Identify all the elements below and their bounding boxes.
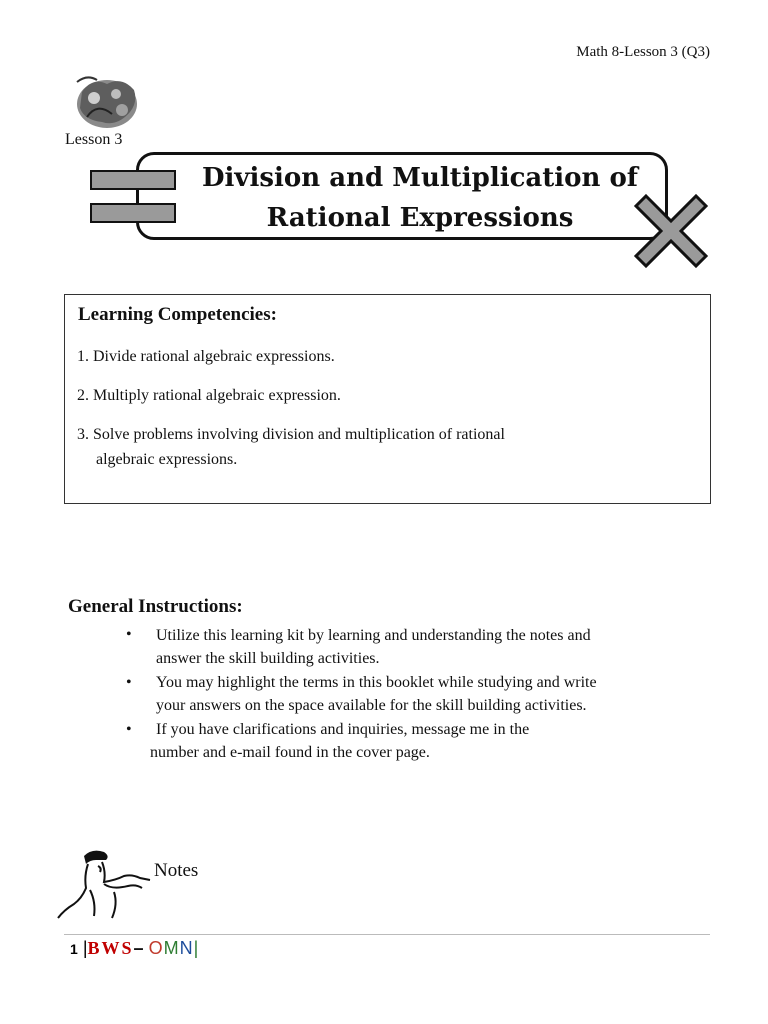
header-label: Math 8-Lesson 3 (Q3) xyxy=(576,44,710,60)
bullet-icon: • xyxy=(126,626,132,643)
competency-item-continued: algebraic expressions. xyxy=(96,451,238,468)
competency-item: 2. Multiply rational algebraic expression. xyxy=(77,387,341,404)
instruction-item: Utilize this learning kit by learning and understanding the notes and answer the skill building activities. xyxy=(156,627,591,667)
instruction-item: If you have clarifications and inquiries, message me in the number and e-mail found in the cover page. xyxy=(150,721,530,761)
pointing-figure-icon xyxy=(54,846,158,920)
instructions-title: General Instructions: xyxy=(68,596,243,617)
footer-brand: BWS xyxy=(87,938,134,958)
bullet-icon: • xyxy=(126,674,132,691)
instruction-item: You may highlight the terms in this booklet while studying and write your answers on the space available for the skill building activities. xyxy=(156,674,597,714)
lesson-title-line1: Division and Multiplication of xyxy=(202,163,638,193)
competency-item: 3. Solve problems involving division and multiplication of rational xyxy=(77,426,505,443)
equals-icon-top-bar xyxy=(90,170,176,190)
decorative-clipart xyxy=(72,72,142,132)
competency-item: 1. Divide rational algebraic expressions. xyxy=(77,348,335,365)
bullet-icon: • xyxy=(126,721,132,738)
omni-end-bar: | xyxy=(193,938,200,958)
footer-divider xyxy=(64,934,710,935)
footer-omni-logo xyxy=(149,938,200,958)
footer xyxy=(70,938,199,959)
page-number: 1 xyxy=(70,941,78,957)
equals-icon-bottom-bar xyxy=(90,203,176,223)
lesson-title xyxy=(160,158,680,238)
omni-letter-n: N xyxy=(179,938,194,958)
multiply-icon xyxy=(632,192,710,270)
competencies-title: Learning Competencies: xyxy=(78,304,277,325)
notes-label: Notes xyxy=(154,860,199,881)
omni-letter-o: O xyxy=(148,938,164,958)
lesson-title-line2: Rational Expressions xyxy=(266,203,574,233)
footer-separator: | xyxy=(82,938,88,958)
lesson-number: Lesson 3 xyxy=(65,131,123,148)
omni-letter-m: M xyxy=(163,938,180,958)
footer-dash: – xyxy=(133,938,144,958)
